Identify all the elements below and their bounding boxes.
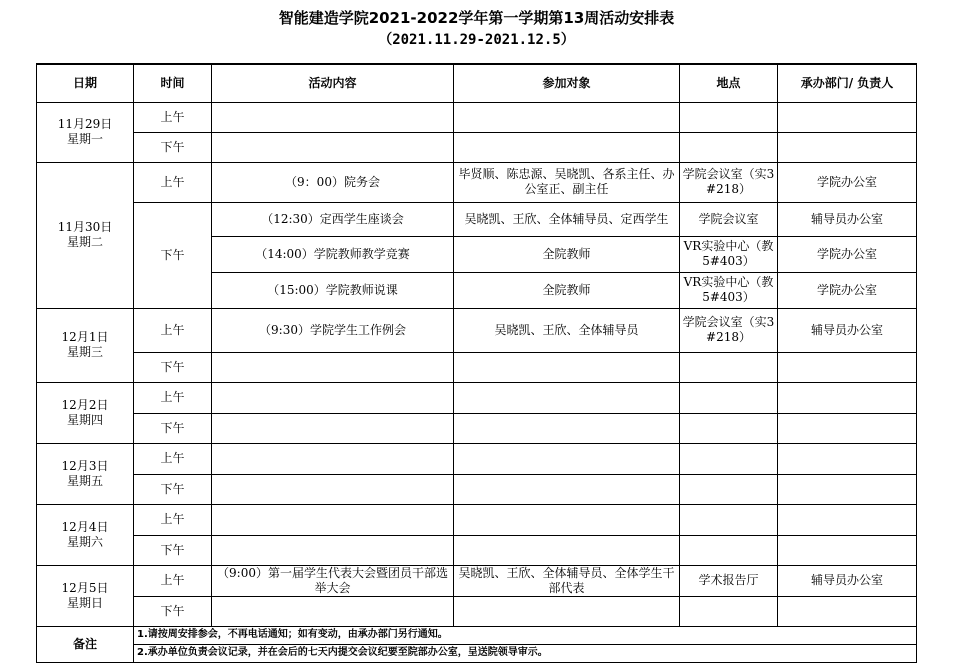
participants-cell — [454, 102, 680, 132]
date-label: 12月1日 — [61, 330, 109, 344]
date-cell — [37, 382, 134, 443]
content-cell — [212, 382, 454, 413]
date-cell — [37, 162, 134, 308]
weekday-label: 星期二 — [66, 235, 103, 249]
period-am: 上午 — [134, 504, 212, 535]
content-cell: （9：00）院务会 — [212, 162, 454, 202]
date-cell — [37, 443, 134, 504]
period-am: 上午 — [134, 443, 212, 474]
period-pm: 下午 — [134, 535, 212, 565]
participants-cell — [454, 474, 680, 504]
table-row — [37, 443, 917, 474]
content-cell — [212, 352, 454, 382]
content-cell: （15:00）学院教师说课 — [212, 272, 454, 308]
organizer-cell: 辅导员办公室 — [778, 565, 917, 596]
organizer-cell — [778, 504, 917, 535]
participants-cell: 吴晓凯、王欣、全体辅导员、全体学生干部代表 — [454, 565, 680, 596]
organizer-cell — [778, 382, 917, 413]
table-row — [37, 474, 917, 504]
weekday-label: 星期一 — [66, 132, 103, 146]
date-cell — [37, 102, 134, 162]
table-row — [37, 308, 917, 352]
table-row — [37, 596, 917, 626]
period-pm: 下午 — [134, 596, 212, 626]
table-row — [37, 162, 917, 202]
organizer-cell — [778, 413, 917, 443]
content-cell — [212, 504, 454, 535]
header-participants: 参加对象 — [454, 64, 680, 102]
participants-cell: 吴晓凯、王欣、全体辅导员、定西学生 — [454, 202, 680, 236]
period-am: 上午 — [134, 565, 212, 596]
header-location: 地点 — [680, 64, 778, 102]
period-pm: 下午 — [134, 413, 212, 443]
location-cell — [680, 102, 778, 132]
period-am: 上午 — [134, 382, 212, 413]
notes-line-1: 1.请按周安排参会，不再电话通知；如有变动，由承办部门另行通知。 — [134, 626, 917, 644]
location-cell: 学院会议室（实3#218） — [680, 162, 778, 202]
location-cell — [680, 596, 778, 626]
table-row — [37, 382, 917, 413]
location-cell: 学院会议室（实3#218） — [680, 308, 778, 352]
period-am: 上午 — [134, 308, 212, 352]
organizer-cell — [778, 132, 917, 162]
organizer-cell: 辅导员办公室 — [778, 308, 917, 352]
participants-cell — [454, 504, 680, 535]
notes-line-2: 2.承办单位负责会议记录，并在会后的七天内提交会议纪要至院部办公室，呈送院领导审示。 — [134, 644, 917, 662]
organizer-cell: 学院办公室 — [778, 162, 917, 202]
location-cell — [680, 413, 778, 443]
date-cell — [37, 504, 134, 565]
period-pm: 下午 — [134, 202, 212, 308]
location-cell: 学院会议室 — [680, 202, 778, 236]
content-cell — [212, 132, 454, 162]
participants-cell — [454, 443, 680, 474]
participants-cell: 毕贤顺、陈忠源、吴晓凯、各系主任、办公室正、副主任 — [454, 162, 680, 202]
period-pm: 下午 — [134, 132, 212, 162]
header-time: 时间 — [134, 64, 212, 102]
date-label: 12月3日 — [61, 458, 109, 473]
participants-cell: 吴晓凯、王欣、全体辅导员 — [454, 308, 680, 352]
organizer-cell — [778, 443, 917, 474]
notes-row — [37, 644, 917, 662]
date-label: 12月2日 — [61, 397, 109, 412]
participants-cell — [454, 352, 680, 382]
weekday-label: 星期五 — [66, 473, 103, 488]
period-am: 上午 — [134, 102, 212, 132]
location-cell — [680, 443, 778, 474]
content-cell — [212, 413, 454, 443]
table-row — [37, 504, 917, 535]
participants-cell — [454, 413, 680, 443]
date-label: 11月29日 — [57, 117, 113, 131]
content-cell — [212, 596, 454, 626]
weekday-label: 星期三 — [66, 345, 103, 359]
organizer-cell — [778, 102, 917, 132]
organizer-cell — [778, 596, 917, 626]
table-row — [37, 352, 917, 382]
content-cell: （14:00）学院教师教学竞赛 — [212, 236, 454, 272]
organizer-cell: 学院办公室 — [778, 272, 917, 308]
date-cell — [37, 565, 134, 626]
table-row — [37, 565, 917, 596]
header-date: 日期 — [37, 64, 134, 102]
content-cell: （9:00）第一届学生代表大会暨团员干部选举大会 — [212, 565, 454, 596]
table-row — [37, 535, 917, 565]
schedule-table — [36, 63, 917, 663]
location-cell: VR实验中心（教5#403） — [680, 272, 778, 308]
location-cell — [680, 132, 778, 162]
header-row — [37, 64, 917, 102]
participants-cell — [454, 382, 680, 413]
header-organizer: 承办部门/ 负责人 — [778, 64, 917, 102]
date-cell — [37, 308, 134, 382]
location-cell: 学术报告厅 — [680, 565, 778, 596]
location-cell: VR实验中心（教5#403） — [680, 236, 778, 272]
weekday-label: 星期四 — [66, 412, 103, 427]
weekday-label: 星期六 — [66, 534, 103, 549]
participants-cell — [454, 132, 680, 162]
participants-cell: 全院教师 — [454, 272, 680, 308]
period-pm: 下午 — [134, 474, 212, 504]
location-cell — [680, 352, 778, 382]
table-row — [37, 132, 917, 162]
content-cell: （9:30）学院学生工作例会 — [212, 308, 454, 352]
organizer-cell: 学院办公室 — [778, 236, 917, 272]
date-label: 11月30日 — [57, 220, 113, 234]
table-row — [37, 202, 917, 236]
location-cell — [680, 535, 778, 565]
content-cell — [212, 535, 454, 565]
location-cell — [680, 504, 778, 535]
content-cell — [212, 102, 454, 132]
period-pm: 下午 — [134, 352, 212, 382]
content-cell: （12:30）定西学生座谈会 — [212, 202, 454, 236]
location-cell — [680, 474, 778, 504]
organizer-cell — [778, 535, 917, 565]
content-cell — [212, 474, 454, 504]
notes-row — [37, 626, 917, 644]
organizer-cell — [778, 352, 917, 382]
notes-label: 备注 — [37, 626, 134, 662]
organizer-cell — [778, 474, 917, 504]
participants-cell: 全院教师 — [454, 236, 680, 272]
period-am: 上午 — [134, 162, 212, 202]
table-row — [37, 102, 917, 132]
header-content: 活动内容 — [212, 64, 454, 102]
table-row — [37, 413, 917, 443]
participants-cell — [454, 596, 680, 626]
organizer-cell: 辅导员办公室 — [778, 202, 917, 236]
page-title: 智能建造学院2021-2022学年第一学期第13周活动安排表 — [278, 9, 675, 27]
location-cell — [680, 382, 778, 413]
weekday-label: 星期日 — [66, 595, 103, 610]
content-cell — [212, 443, 454, 474]
page-subtitle: （2021.11.29-2021.12.5） — [378, 32, 575, 48]
date-label: 12月5日 — [61, 580, 109, 595]
participants-cell — [454, 535, 680, 565]
date-label: 12月4日 — [61, 519, 109, 534]
